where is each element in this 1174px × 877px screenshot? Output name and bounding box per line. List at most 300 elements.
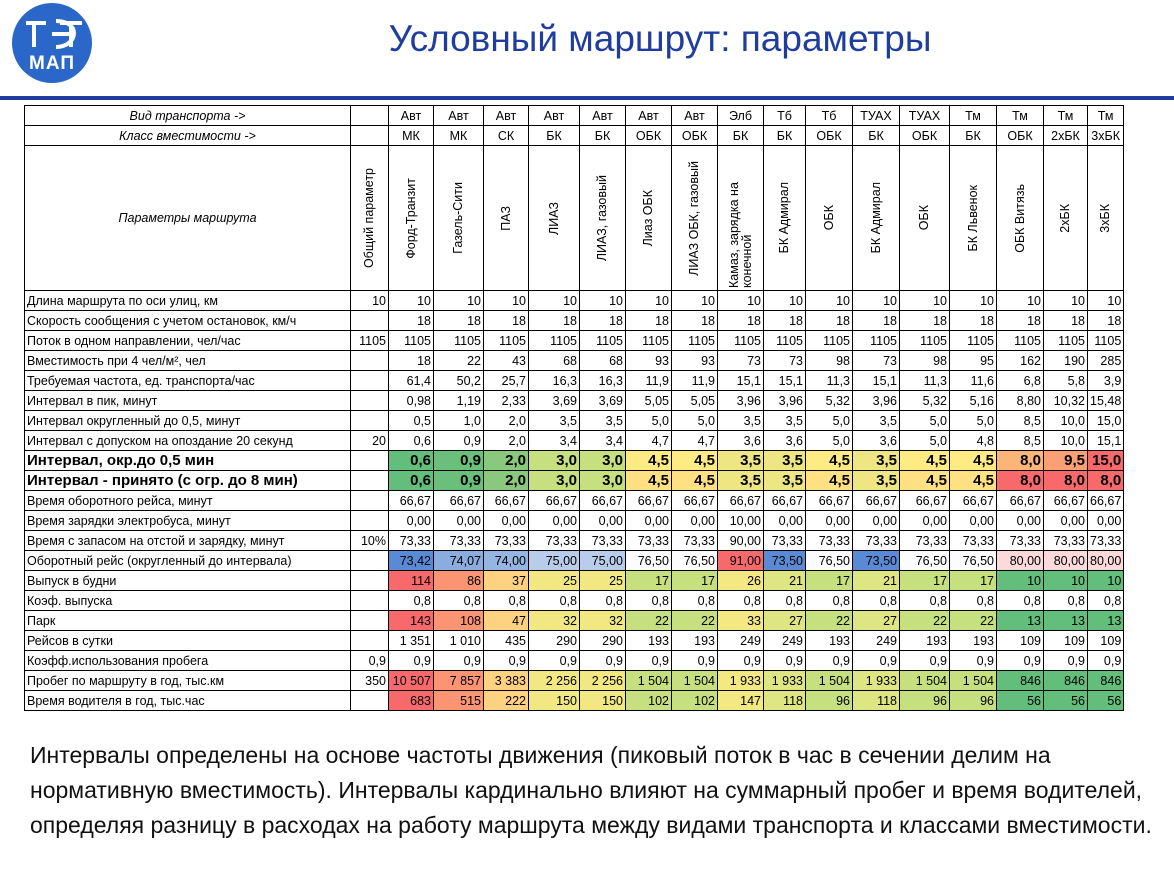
value-cell: 3,5 bbox=[580, 411, 626, 431]
value-cell: 4,5 bbox=[806, 451, 853, 471]
value-cell: 0,00 bbox=[764, 511, 806, 531]
value-cell: 73,33 bbox=[806, 531, 853, 551]
value-cell: 2,33 bbox=[484, 391, 529, 411]
value-cell: 10 bbox=[950, 291, 997, 311]
value-cell: 3,9 bbox=[1088, 371, 1124, 391]
value-cell: 0,00 bbox=[806, 511, 853, 531]
value-cell: 18 bbox=[1088, 311, 1124, 331]
rotated-label: Лиаз ОБК bbox=[641, 189, 655, 247]
value-cell: 1105 bbox=[900, 331, 950, 351]
value-cell: 21 bbox=[853, 571, 900, 591]
value-cell: 73,33 bbox=[580, 531, 626, 551]
route-params-label: Параметры маршрута bbox=[25, 146, 351, 291]
value-cell: 0,8 bbox=[950, 591, 997, 611]
value-cell: 68 bbox=[580, 351, 626, 371]
value-cell: 102 bbox=[672, 691, 718, 711]
value-cell: 73,33 bbox=[529, 531, 580, 551]
table-row bbox=[25, 371, 1124, 391]
common-param-value bbox=[351, 571, 389, 591]
value-cell: 73,33 bbox=[434, 531, 484, 551]
value-cell: 0,6 bbox=[389, 431, 434, 451]
rotated-label: ОБК bbox=[821, 205, 836, 231]
value-cell: 10 bbox=[1088, 291, 1124, 311]
value-cell: 0,00 bbox=[529, 511, 580, 531]
common-param-value bbox=[351, 631, 389, 651]
value-cell: 18 bbox=[529, 311, 580, 331]
value-cell: 18 bbox=[1044, 311, 1088, 331]
row-label: Коэфф.использования пробега bbox=[25, 651, 351, 671]
transport-type-cell: Авт bbox=[580, 106, 626, 126]
value-cell: 5,32 bbox=[900, 391, 950, 411]
value-cell: 1 933 bbox=[853, 671, 900, 691]
value-cell: 3,5 bbox=[529, 411, 580, 431]
capacity-class-cell: БК bbox=[950, 126, 997, 146]
value-cell: 22 bbox=[950, 611, 997, 631]
capacity-class-cell: 2хБК bbox=[1044, 126, 1088, 146]
value-cell: 846 bbox=[1044, 671, 1088, 691]
value-cell: 0,8 bbox=[580, 591, 626, 611]
transport-type-cell: Авт bbox=[389, 106, 434, 126]
value-cell: 18 bbox=[950, 311, 997, 331]
value-cell: 4,8 bbox=[950, 431, 997, 451]
value-cell: 0,9 bbox=[764, 651, 806, 671]
value-cell: 193 bbox=[672, 631, 718, 651]
title-divider bbox=[0, 96, 1174, 100]
value-cell: 0,9 bbox=[672, 651, 718, 671]
capacity-class-cell: ОБК bbox=[626, 126, 672, 146]
value-cell: 76,50 bbox=[672, 551, 718, 571]
value-cell: 3,5 bbox=[718, 471, 764, 491]
value-cell: 10 bbox=[806, 291, 853, 311]
value-cell: 66,67 bbox=[900, 491, 950, 511]
value-cell: 73,33 bbox=[997, 531, 1044, 551]
value-cell: 0,8 bbox=[900, 591, 950, 611]
value-cell: 10 bbox=[484, 291, 529, 311]
value-cell: 0,6 bbox=[389, 471, 434, 491]
row-label: Коэф. выпуска bbox=[25, 591, 351, 611]
value-cell: 5,0 bbox=[626, 411, 672, 431]
value-cell: 6,8 bbox=[997, 371, 1044, 391]
value-cell: 1 504 bbox=[900, 671, 950, 691]
value-cell: 3,0 bbox=[529, 451, 580, 471]
value-cell: 0,00 bbox=[1044, 511, 1088, 531]
value-cell: 0,9 bbox=[950, 651, 997, 671]
capacity-class-cell: ОБК bbox=[997, 126, 1044, 146]
value-cell: 3,0 bbox=[529, 471, 580, 491]
value-cell: 4,5 bbox=[672, 471, 718, 491]
value-cell: 18 bbox=[853, 311, 900, 331]
capacity-class-cell: МК bbox=[389, 126, 434, 146]
capacity-class-cell: ОБК bbox=[900, 126, 950, 146]
value-cell: 0,98 bbox=[389, 391, 434, 411]
value-cell: 22 bbox=[806, 611, 853, 631]
value-cell: 0,9 bbox=[529, 651, 580, 671]
value-cell: 1105 bbox=[806, 331, 853, 351]
rotated-label: БК Адмирал bbox=[777, 182, 791, 254]
value-cell: 76,50 bbox=[950, 551, 997, 571]
row-label: Время водителя в год, тыс.час bbox=[25, 691, 351, 711]
value-cell: 1 351 bbox=[389, 631, 434, 651]
value-cell: 3,69 bbox=[580, 391, 626, 411]
caption-text: Интервалы определены на основе частоты движения (пиковый поток в час в сечении делим на нормативную вместимость). Интервалы кардинально влияют на суммарный пробег и время водителей, определяя разницу в расходах на работу маршрута между видами транспорта и классами вместимости. bbox=[30, 742, 1152, 838]
value-cell: 66,67 bbox=[580, 491, 626, 511]
value-cell: 2 256 bbox=[529, 671, 580, 691]
value-cell: 0,8 bbox=[434, 591, 484, 611]
value-cell: 5,8 bbox=[1044, 371, 1088, 391]
value-cell: 76,50 bbox=[900, 551, 950, 571]
value-cell: 435 bbox=[484, 631, 529, 651]
row-label: Время оборотного рейса, минут bbox=[25, 491, 351, 511]
value-cell: 249 bbox=[764, 631, 806, 651]
value-cell: 1,0 bbox=[434, 411, 484, 431]
value-cell: 1105 bbox=[484, 331, 529, 351]
value-cell: 0,00 bbox=[853, 511, 900, 531]
common-param-value bbox=[351, 691, 389, 711]
value-cell: 50,2 bbox=[434, 371, 484, 391]
common-param-cell bbox=[351, 126, 389, 146]
value-cell: 22 bbox=[672, 611, 718, 631]
value-cell: 0,00 bbox=[950, 511, 997, 531]
value-cell: 193 bbox=[626, 631, 672, 651]
value-cell: 32 bbox=[580, 611, 626, 631]
value-cell: 18 bbox=[672, 311, 718, 331]
rotated-label: ПАЗ bbox=[498, 205, 513, 231]
transport-type-cell: Тм bbox=[1044, 106, 1088, 126]
row-label: Требуемая частота, ед. транспорта/час bbox=[25, 371, 351, 391]
value-cell: 0,9 bbox=[1044, 651, 1088, 671]
value-cell: 0,9 bbox=[718, 651, 764, 671]
value-cell: 3,69 bbox=[529, 391, 580, 411]
value-cell: 0,8 bbox=[806, 591, 853, 611]
value-cell: 16,3 bbox=[580, 371, 626, 391]
model-header-cell bbox=[900, 146, 950, 291]
value-cell: 5,32 bbox=[806, 391, 853, 411]
value-cell: 68 bbox=[529, 351, 580, 371]
value-cell: 0,00 bbox=[580, 511, 626, 531]
value-cell: 2,0 bbox=[484, 451, 529, 471]
transport-type-label: Вид транспорта -> bbox=[25, 106, 351, 126]
value-cell: 0,00 bbox=[389, 511, 434, 531]
value-cell: 1 504 bbox=[626, 671, 672, 691]
value-cell: 0,8 bbox=[484, 591, 529, 611]
value-cell: 3,5 bbox=[718, 411, 764, 431]
value-cell: 18 bbox=[997, 311, 1044, 331]
value-cell: 10 bbox=[672, 291, 718, 311]
value-cell: 61,4 bbox=[389, 371, 434, 391]
row-label: Оборотный рейс (округленный до интервала) bbox=[25, 551, 351, 571]
common-param-value bbox=[351, 551, 389, 571]
table-row bbox=[25, 291, 1124, 311]
value-cell: 10 bbox=[529, 291, 580, 311]
common-param-value bbox=[351, 351, 389, 371]
value-cell: 73,33 bbox=[389, 531, 434, 551]
parameters-table bbox=[24, 105, 1124, 711]
model-header-cell bbox=[718, 146, 764, 291]
value-cell: 17 bbox=[900, 571, 950, 591]
transport-type-cell: Авт bbox=[434, 106, 484, 126]
value-cell: 1105 bbox=[1088, 331, 1124, 351]
value-cell: 0,00 bbox=[900, 511, 950, 531]
value-cell: 22 bbox=[900, 611, 950, 631]
value-cell: 18 bbox=[389, 351, 434, 371]
value-cell: 190 bbox=[1044, 351, 1088, 371]
value-cell: 0,00 bbox=[434, 511, 484, 531]
row-label: Интервал - принято (с огр. до 8 мин) bbox=[25, 471, 351, 491]
value-cell: 98 bbox=[900, 351, 950, 371]
value-cell: 43 bbox=[484, 351, 529, 371]
capacity-class-cell: ОБК bbox=[672, 126, 718, 146]
value-cell: 8,0 bbox=[997, 471, 1044, 491]
value-cell: 1105 bbox=[580, 331, 626, 351]
value-cell: 8,0 bbox=[1088, 471, 1124, 491]
value-cell: 5,05 bbox=[626, 391, 672, 411]
value-cell: 3,5 bbox=[853, 411, 900, 431]
transport-type-cell: Элб bbox=[718, 106, 764, 126]
value-cell: 10 bbox=[626, 291, 672, 311]
value-cell: 2,0 bbox=[484, 431, 529, 451]
value-cell: 21 bbox=[764, 571, 806, 591]
capacity-class-row bbox=[25, 126, 1124, 146]
value-cell: 4,7 bbox=[672, 431, 718, 451]
value-cell: 249 bbox=[853, 631, 900, 651]
table-row bbox=[25, 471, 1124, 491]
value-cell: 0,9 bbox=[853, 651, 900, 671]
value-cell: 11,3 bbox=[806, 371, 853, 391]
row-label: Интервал, окр.до 0,5 мин bbox=[25, 451, 351, 471]
common-param-value: 20 bbox=[351, 431, 389, 451]
value-cell: 2,0 bbox=[484, 471, 529, 491]
value-cell: 18 bbox=[580, 311, 626, 331]
value-cell: 10 507 bbox=[389, 671, 434, 691]
value-cell: 73 bbox=[853, 351, 900, 371]
value-cell: 73 bbox=[718, 351, 764, 371]
rotated-label: 3хБК bbox=[1098, 203, 1113, 233]
transport-type-cell: Тм bbox=[997, 106, 1044, 126]
value-cell: 8,5 bbox=[997, 431, 1044, 451]
row-label: Поток в одном направлении, чел/час bbox=[25, 331, 351, 351]
value-cell: 147 bbox=[718, 691, 764, 711]
value-cell: 2,0 bbox=[484, 411, 529, 431]
value-cell: 193 bbox=[950, 631, 997, 651]
value-cell: 5,0 bbox=[900, 431, 950, 451]
value-cell: 15,1 bbox=[853, 371, 900, 391]
value-cell: 2 256 bbox=[580, 671, 626, 691]
value-cell: 10,0 bbox=[1044, 411, 1088, 431]
value-cell: 10 bbox=[718, 291, 764, 311]
value-cell: 15,48 bbox=[1088, 391, 1124, 411]
value-cell: 75,00 bbox=[580, 551, 626, 571]
value-cell: 10 bbox=[853, 291, 900, 311]
row-label: Интервал округленный до 0,5, минут bbox=[25, 411, 351, 431]
model-header-cell bbox=[1044, 146, 1088, 291]
value-cell: 11,9 bbox=[672, 371, 718, 391]
table-row bbox=[25, 331, 1124, 351]
value-cell: 3,5 bbox=[853, 451, 900, 471]
value-cell: 66,67 bbox=[718, 491, 764, 511]
value-cell: 108 bbox=[434, 611, 484, 631]
rotated-label: Форд-Транзит bbox=[403, 177, 418, 259]
value-cell: 73 bbox=[764, 351, 806, 371]
value-cell: 13 bbox=[997, 611, 1044, 631]
value-cell: 8,0 bbox=[1044, 471, 1088, 491]
value-cell: 193 bbox=[806, 631, 853, 651]
value-cell: 73,50 bbox=[853, 551, 900, 571]
value-cell: 0,8 bbox=[718, 591, 764, 611]
value-cell: 73,33 bbox=[900, 531, 950, 551]
value-cell: 3,5 bbox=[853, 471, 900, 491]
model-header-cell bbox=[764, 146, 806, 291]
value-cell: 10,32 bbox=[1044, 391, 1088, 411]
row-label: Вместимость при 4 чел/м², чел bbox=[25, 351, 351, 371]
value-cell: 4,5 bbox=[950, 471, 997, 491]
value-cell: 102 bbox=[626, 691, 672, 711]
value-cell: 5,0 bbox=[806, 411, 853, 431]
row-label: Рейсов в сутки bbox=[25, 631, 351, 651]
value-cell: 1105 bbox=[529, 331, 580, 351]
model-header-cell bbox=[529, 146, 580, 291]
value-cell: 73,33 bbox=[764, 531, 806, 551]
value-cell: 4,5 bbox=[950, 451, 997, 471]
value-cell: 285 bbox=[1088, 351, 1124, 371]
value-cell: 0,9 bbox=[484, 651, 529, 671]
value-cell: 846 bbox=[997, 671, 1044, 691]
value-cell: 1105 bbox=[1044, 331, 1088, 351]
logo bbox=[12, 3, 92, 83]
value-cell: 56 bbox=[1044, 691, 1088, 711]
value-cell: 222 bbox=[484, 691, 529, 711]
value-cell: 8,5 bbox=[997, 411, 1044, 431]
model-header-cell bbox=[626, 146, 672, 291]
value-cell: 26 bbox=[718, 571, 764, 591]
value-cell: 4,5 bbox=[900, 451, 950, 471]
table-row bbox=[25, 451, 1124, 471]
value-cell: 10 bbox=[900, 291, 950, 311]
model-header-cell bbox=[806, 146, 853, 291]
value-cell: 0,8 bbox=[529, 591, 580, 611]
value-cell: 10,0 bbox=[1044, 431, 1088, 451]
value-cell: 73,33 bbox=[626, 531, 672, 551]
capacity-class-cell: БК bbox=[529, 126, 580, 146]
capacity-class-cell: БК bbox=[718, 126, 764, 146]
rotated-label: 2хБК bbox=[1058, 203, 1072, 233]
common-param-value bbox=[351, 311, 389, 331]
value-cell: 0,8 bbox=[853, 591, 900, 611]
value-cell: 11,3 bbox=[900, 371, 950, 391]
value-cell: 0,9 bbox=[997, 651, 1044, 671]
value-cell: 4,5 bbox=[672, 451, 718, 471]
value-cell: 66,67 bbox=[484, 491, 529, 511]
value-cell: 10 bbox=[1088, 571, 1124, 591]
value-cell: 17 bbox=[950, 571, 997, 591]
value-cell: 0,9 bbox=[806, 651, 853, 671]
common-param-cell bbox=[351, 106, 389, 126]
common-param-value bbox=[351, 491, 389, 511]
model-header-cell bbox=[389, 146, 434, 291]
table-row bbox=[25, 351, 1124, 371]
table-row bbox=[25, 391, 1124, 411]
common-param-value: 350 bbox=[351, 671, 389, 691]
value-cell: 0,00 bbox=[626, 511, 672, 531]
value-cell: 13 bbox=[1044, 611, 1088, 631]
value-cell: 73,33 bbox=[1088, 531, 1124, 551]
row-label: Парк bbox=[25, 611, 351, 631]
value-cell: 96 bbox=[950, 691, 997, 711]
value-cell: 10 bbox=[997, 571, 1044, 591]
value-cell: 11,9 bbox=[626, 371, 672, 391]
capacity-class-cell: МК bbox=[434, 126, 484, 146]
value-cell: 1 504 bbox=[950, 671, 997, 691]
value-cell: 118 bbox=[764, 691, 806, 711]
value-cell: 150 bbox=[580, 691, 626, 711]
common-param-value bbox=[351, 591, 389, 611]
row-label: Длина маршрута по оси улиц, км bbox=[25, 291, 351, 311]
rotated-label: Камаз, зарядка на конечной bbox=[726, 182, 754, 288]
value-cell: 109 bbox=[1044, 631, 1088, 651]
value-cell: 25 bbox=[580, 571, 626, 591]
value-cell: 0,00 bbox=[997, 511, 1044, 531]
value-cell: 98 bbox=[806, 351, 853, 371]
value-cell: 18 bbox=[626, 311, 672, 331]
value-cell: 76,50 bbox=[626, 551, 672, 571]
common-param-value bbox=[351, 611, 389, 631]
value-cell: 10 bbox=[389, 291, 434, 311]
model-header-cell bbox=[853, 146, 900, 291]
value-cell: 15,1 bbox=[1088, 431, 1124, 451]
value-cell: 47 bbox=[484, 611, 529, 631]
table-row bbox=[25, 591, 1124, 611]
value-cell: 11,6 bbox=[950, 371, 997, 391]
value-cell: 3,4 bbox=[580, 431, 626, 451]
value-cell: 25,7 bbox=[484, 371, 529, 391]
value-cell: 1 933 bbox=[718, 671, 764, 691]
rotated-label: БК Львенок bbox=[965, 184, 980, 252]
value-cell: 3 383 bbox=[484, 671, 529, 691]
value-cell: 0,9 bbox=[626, 651, 672, 671]
value-cell: 93 bbox=[672, 351, 718, 371]
value-cell: 109 bbox=[997, 631, 1044, 651]
value-cell: 4,5 bbox=[806, 471, 853, 491]
value-cell: 66,67 bbox=[389, 491, 434, 511]
value-cell: 10 bbox=[764, 291, 806, 311]
value-cell: 0,9 bbox=[580, 651, 626, 671]
value-cell: 17 bbox=[806, 571, 853, 591]
value-cell: 27 bbox=[853, 611, 900, 631]
value-cell: 5,0 bbox=[950, 411, 997, 431]
value-cell: 1105 bbox=[389, 331, 434, 351]
value-cell: 3,5 bbox=[718, 451, 764, 471]
value-cell: 22 bbox=[434, 351, 484, 371]
rotated-label: Газель-Сити bbox=[451, 182, 465, 254]
value-cell: 1 933 bbox=[764, 671, 806, 691]
table-row bbox=[25, 571, 1124, 591]
value-cell: 17 bbox=[672, 571, 718, 591]
model-header-cell bbox=[580, 146, 626, 291]
model-header-cell bbox=[950, 146, 997, 291]
rotated-label: ЛИАЗ ОБК, газовый bbox=[687, 160, 701, 276]
value-cell: 27 bbox=[764, 611, 806, 631]
value-cell: 3,6 bbox=[853, 431, 900, 451]
value-cell: 3,5 bbox=[764, 471, 806, 491]
row-label: Время зарядки электробуса, минут bbox=[25, 511, 351, 531]
value-cell: 0,6 bbox=[389, 451, 434, 471]
rotated-label: БК Адмирал bbox=[868, 182, 883, 254]
value-cell: 0,8 bbox=[389, 591, 434, 611]
value-cell: 16,3 bbox=[529, 371, 580, 391]
capacity-class-cell: БК bbox=[764, 126, 806, 146]
value-cell: 1105 bbox=[434, 331, 484, 351]
table-row bbox=[25, 691, 1124, 711]
value-cell: 1105 bbox=[853, 331, 900, 351]
